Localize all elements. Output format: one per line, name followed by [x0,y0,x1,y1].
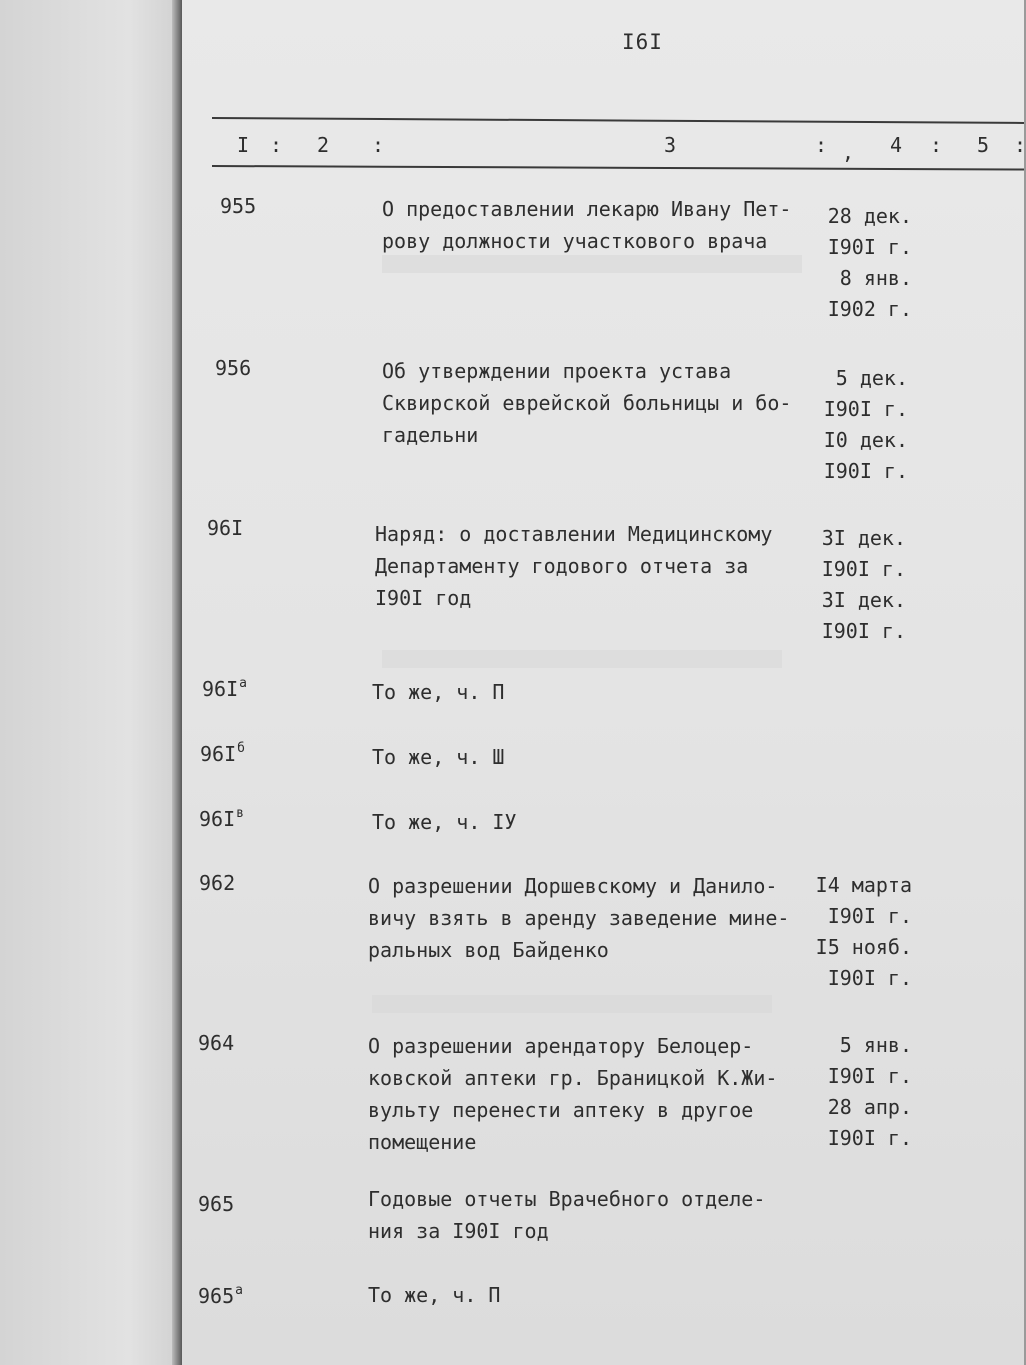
entry-number: 956 [215,356,252,380]
header-col-3: 3 [664,133,677,157]
header-separator: : [270,133,283,157]
show-through-mark [372,995,772,1013]
entry-description: То же, ч. Ш [372,745,505,769]
entry-description: О разрешении Доршевскому и Данило- вичу взять в аренду заведение мине- ральных вод Байденко [368,874,790,962]
entry-description: То же, ч. IУ [372,810,517,834]
entry-number: $965^а$ [198,1283,243,1308]
header-separator: : [1014,133,1026,157]
entry-number: 96I [207,516,244,540]
header-separator: : [930,133,943,157]
header-separator: : [815,133,828,157]
entry-number: $96I^в$ [199,806,244,831]
entry-description: Наряд: о доставлении Медицинскому Департаменту годового отчета за I90I год [375,522,773,610]
show-through-mark [382,255,802,273]
entry-number: 965 [198,1192,235,1216]
entry-dates: 3I дек. I90I г. 3I дек. I90I г. [821,526,906,643]
entry-dates: 5 дек. I90I г. I0 дек. I90I г. [823,366,908,483]
entry-description: Годовые отчеты Врачебного отделе- ния за I90I год [368,1187,766,1243]
page-number: I6I [622,30,663,54]
header-col-4: 4 [890,133,903,157]
entry-dates: I4 марта I90I г. I5 нояб. I90I г. [815,873,912,990]
entry-description: Об утверждении проекта устава Сквирской еврейской больницы и бо- гадельни [382,359,792,447]
header-separator: : [372,133,385,157]
entry-number: 962 [199,871,236,895]
entry-description: О разрешении арендатору Белоцер- ковской аптеки гр. Браницкой К.Жи- вульту перенести аптеку в другое помещение [368,1034,778,1154]
entry-number: $96I^б$ [200,741,245,766]
entry-description: О предоставлении лекарю Ивану Пет- рову должности участкового врача [382,197,792,253]
left-page [0,0,185,1365]
entry-number: $96I^а$ [202,676,247,701]
header-mark: , [842,140,855,164]
entry-number: 955 [220,194,257,218]
header-col-1: I [237,133,250,157]
entry-dates: 28 дек. I90I г. 8 янв. I902 г. [827,204,912,321]
entry-description: То же, ч. П [372,680,505,704]
header-bottom-rule [212,165,1024,171]
show-through-mark [382,650,782,668]
entry-dates: 5 янв. I90I г. 28 апр. I90I г. [827,1033,912,1150]
header-top-rule [212,117,1024,124]
entry-number: 964 [198,1031,235,1055]
right-page [182,0,1024,1365]
entry-description: То же, ч. П [368,1283,501,1307]
header-col-5: 5 [977,133,990,157]
header-col-2: 2 [317,133,330,157]
